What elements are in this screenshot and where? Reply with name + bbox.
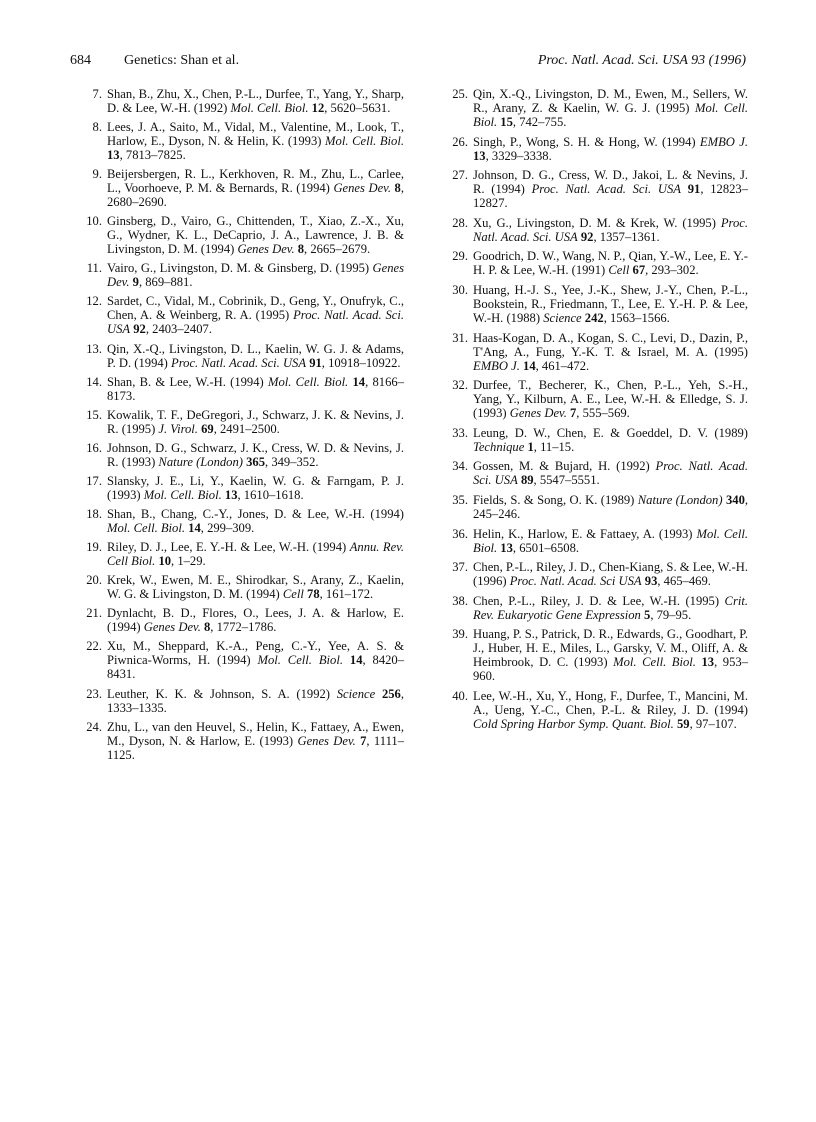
reference-number: 40 . xyxy=(452,689,468,703)
reference-pages: , 6501–6508. xyxy=(512,540,580,555)
reference-volume: 13 xyxy=(500,540,513,555)
reference-item xyxy=(86,720,404,762)
reference-item xyxy=(86,408,404,436)
reference-volume: 7 xyxy=(570,406,577,421)
reference-journal: Proc. Natl. Acad. Sci USA xyxy=(509,574,642,589)
reference-authors: Lees, J. A., Saito, M., Vidal, M., Valentine, M., Look, T., Harlow, E., Dyson, N. & Helin, K. (1993) xyxy=(107,120,404,149)
reference-volume: 59 xyxy=(676,716,690,731)
reference-number: 38 . xyxy=(452,594,468,608)
reference-volume: 10 xyxy=(158,554,172,569)
reference-journal: Proc. Natl. Acad. Sci. USA xyxy=(531,182,681,197)
reference-authors: Dynlacht, B. D., Flores, O., Lees, J. A. & Harlow, E. (1994) xyxy=(107,606,404,635)
reference-authors: Sardet, C., Vidal, M., Cobrinik, D., Geng, Y., Onufryk, C., Chen, A. & Weinberg, R. A. (1995) xyxy=(107,294,404,323)
reference-number: 11 . xyxy=(86,261,102,275)
reference-item xyxy=(452,378,748,420)
reference-item xyxy=(86,441,404,469)
reference-journal: Science xyxy=(543,310,582,325)
reference-authors: Krek, W., Ewen, M. E., Shirodkar, S., Arany, Z., Kaelin, W. G. & Livingston, D. M. (1994) xyxy=(107,573,404,602)
reference-authors: Helin, K., Harlow, E. & Fattaey, A. (1993) xyxy=(473,526,697,541)
reference-pages: , 11–15. xyxy=(533,439,575,454)
reference-number: 10 . xyxy=(86,214,102,228)
reference-pages: , 2665–2679. xyxy=(304,242,371,257)
reference-number: 22 . xyxy=(86,639,102,653)
reference-pages: , 3329–3338. xyxy=(485,148,552,163)
reference-journal: Mol. Cell. Biol. xyxy=(325,134,404,149)
reference-pages: , 1333–1335. xyxy=(107,686,404,715)
reference-volume: 13 xyxy=(473,148,486,163)
reference-authors: Lee, W.-H., Xu, Y., Hong, F., Durfee, T., Mancini, M. A., Ueng, Y.-C., Chen, P.-L. & Riley, J. D. (1994) xyxy=(473,688,748,717)
reference-authors: Kowalik, T. F., DeGregori, J., Schwarz, J. K. & Nevins, J. R. (1995) xyxy=(107,407,404,436)
reference-pages: , 8420–8431. xyxy=(107,653,405,682)
reference-volume: 242 xyxy=(584,310,604,325)
reference-journal: Technique xyxy=(473,439,525,454)
reference-item xyxy=(86,120,404,162)
reference-number: 7 . xyxy=(86,87,102,101)
reference-journal: Genes Dev. xyxy=(237,242,295,257)
reference-authors: Slansky, J. E., Li, Y., Kaelin, W. G. & Farngam, P. J. (1993) xyxy=(107,473,404,502)
reference-item xyxy=(86,687,404,715)
reference-item xyxy=(452,459,748,487)
reference-volume: 13 xyxy=(107,148,120,163)
reference-number: 21 . xyxy=(86,606,102,620)
reference-journal: Genes Dev. xyxy=(297,733,356,748)
reference-journal: Cell xyxy=(608,263,630,278)
reference-authors: Ginsberg, D., Vairo, G., Chittenden, T., Xiao, Z.-X., Xu, G., Wydner, K. L., DeCaprio, J. A., Lawrence, J. B. & Livingston, D. M. (1994) xyxy=(107,214,404,257)
reference-number: 17 . xyxy=(86,474,102,488)
reference-journal: Genes Dev. xyxy=(143,620,201,635)
reference-journal: Mol. Cell. Biol. xyxy=(473,526,748,555)
reference-item xyxy=(86,261,404,289)
reference-journal: Genes Dev. xyxy=(333,181,391,196)
reference-number: 34 . xyxy=(452,459,468,473)
reference-journal: Mol. Cell. Biol. xyxy=(230,101,309,115)
reference-pages: , 7813–7825. xyxy=(119,148,186,163)
reference-item xyxy=(86,375,404,403)
reference-journal: Mol. Cell. Biol. xyxy=(473,101,748,129)
reference-volume: 93 xyxy=(644,574,658,589)
reference-journal: Proc. Natl. Acad. Sci. USA xyxy=(107,308,405,337)
reference-item xyxy=(86,573,404,601)
reference-item xyxy=(86,87,404,115)
reference-pages: , 461–472. xyxy=(535,358,590,373)
reference-volume: 15 xyxy=(500,115,513,129)
reference-pages: , 2491–2500. xyxy=(213,421,280,436)
reference-pages: , 5547–5551. xyxy=(533,473,600,488)
reference-pages: , 1357–1361. xyxy=(593,229,660,244)
reference-pages: , 349–352. xyxy=(265,454,319,469)
reference-pages: , 869–881. xyxy=(138,275,193,290)
reference-volume: 78 xyxy=(307,587,320,602)
reference-number: 13 . xyxy=(86,342,102,356)
reference-pages: , 555–569. xyxy=(576,406,630,421)
reference-authors: Haas-Kogan, D. A., Kogan, S. C., Levi, D., Dazin, P., T'Ang, A., Fung, Y.-K. T. & Israel, M. A. (1995) xyxy=(473,330,748,359)
reference-pages: , 742–755. xyxy=(512,115,567,129)
reference-number: 26 . xyxy=(452,135,468,149)
reference-number: 39 . xyxy=(452,627,468,641)
reference-authors: Chen, P.-L., Riley, J. D., Chen-Kiang, S. & Lee, W.-H. (1996) xyxy=(473,560,748,589)
reference-volume: 12 xyxy=(311,101,325,115)
reference-item xyxy=(452,689,748,731)
reference-pages: , 1111–1125. xyxy=(107,733,404,762)
reference-item xyxy=(452,426,748,454)
page-number: 684 xyxy=(70,53,91,68)
reference-item xyxy=(452,168,748,210)
reference-journal: Crit. Rev. Eukaryotic Gene Expression xyxy=(473,593,748,622)
reference-journal: EMBO J. xyxy=(699,134,748,149)
reference-item xyxy=(452,87,748,129)
reference-authors: Riley, D. J., Lee, E. Y.-H. & Lee, W.-H. (1994) xyxy=(107,540,350,555)
reference-number: 8 . xyxy=(86,120,102,134)
reference-authors: Fields, S. & Song, O. K. (1989) xyxy=(473,492,638,507)
reference-pages: , 2403–2407. xyxy=(145,322,212,337)
reference-journal: EMBO J. xyxy=(473,358,520,373)
reference-pages: , 2680–2690. xyxy=(107,181,404,210)
reference-item xyxy=(86,507,404,535)
reference-volume: 365 xyxy=(246,454,266,469)
reference-number: 24 . xyxy=(86,720,102,734)
references-right-column xyxy=(452,87,748,737)
reference-pages: , 953–960. xyxy=(473,655,748,684)
reference-authors: Shan, B., Chang, C.-Y., Jones, D. & Lee, W.-H. (1994) xyxy=(107,507,404,522)
reference-journal: Genes Dev. xyxy=(509,406,567,421)
reference-volume: 14 xyxy=(352,374,366,389)
reference-number: 16 . xyxy=(86,441,102,455)
reference-journal: Science xyxy=(336,686,376,701)
reference-number: 30 . xyxy=(452,283,468,297)
reference-item xyxy=(452,560,748,588)
reference-journal: Mol. Cell. Biol. xyxy=(267,374,349,389)
reference-volume: 7 xyxy=(360,733,367,748)
reference-item xyxy=(452,594,748,622)
reference-item xyxy=(86,474,404,502)
reference-authors: Qin, X.-Q., Livingston, D. M., Ewen, M., Sellers, W. R., Arany, Z. & Kaelin, W. G. J. (1995) xyxy=(473,87,748,115)
reference-number: 9 . xyxy=(86,167,102,181)
reference-number: 25 . xyxy=(452,87,468,101)
reference-volume: 14 xyxy=(523,358,536,373)
reference-pages: , 465–469. xyxy=(657,574,711,589)
reference-number: 33 . xyxy=(452,426,468,440)
reference-number: 23 . xyxy=(86,687,102,701)
reference-item xyxy=(86,294,404,336)
reference-volume: 256 xyxy=(381,686,401,701)
reference-authors: Huang, P. S., Patrick, D. R., Edwards, G., Goodhart, P. J., Huber, H. E., Miles, L., Garsky, V. M., Oliff, A. & Heimbrook, D. C. (1993) xyxy=(473,627,748,670)
reference-pages: , 97–107. xyxy=(689,716,737,731)
reference-volume: 8 xyxy=(394,181,401,196)
reference-authors: Singh, P., Wong, S. H. & Hong, W. (1994) xyxy=(473,134,700,149)
reference-pages: , 1610–1618. xyxy=(237,487,304,502)
reference-journal: Proc. Natl. Acad. Sci. USA xyxy=(473,215,748,244)
reference-volume: 340 xyxy=(725,492,745,507)
reference-authors: Chen, P.-L., Riley, J. D. & Lee, W.-H. (1995) xyxy=(473,593,725,608)
reference-item xyxy=(452,135,748,163)
reference-number: 36 . xyxy=(452,527,468,541)
reference-item xyxy=(452,216,748,244)
reference-pages: , 10918–10922. xyxy=(321,355,401,370)
reference-authors: Vairo, G., Livingston, D. M. & Ginsberg, D. (1995) xyxy=(107,261,373,276)
reference-volume: 1 xyxy=(527,439,534,454)
reference-authors: Gossen, M. & Bujard, H. (1992) xyxy=(473,459,656,474)
reference-pages: , 299–309. xyxy=(200,521,255,536)
reference-journal: Proc. Natl. Acad. Sci. USA xyxy=(171,355,307,370)
reference-authors: Xu, G., Livingston, D. M. & Krek, W. (1995) xyxy=(473,215,721,230)
reference-item xyxy=(452,627,748,683)
reference-item xyxy=(452,493,748,521)
reference-authors: Durfee, T., Becherer, K., Chen, P.-L., Yeh, S.-H., Yang, Y., Kilburn, A. E., Lee, W.-H. & Elledge, S. J. (1993) xyxy=(473,378,748,421)
reference-number: 35 . xyxy=(452,493,468,507)
running-title: Genetics: Shan et al. xyxy=(124,53,240,68)
page-header xyxy=(70,53,746,71)
reference-journal: Genes Dev. xyxy=(107,261,404,290)
reference-volume: 8 xyxy=(204,620,211,635)
reference-number: 31 . xyxy=(452,331,468,345)
reference-authors: Shan, B. & Lee, W.-H. (1994) xyxy=(107,374,268,389)
reference-volume: 91 xyxy=(687,182,701,197)
reference-pages: , 5620–5631. xyxy=(324,101,391,115)
reference-authors: Johnson, D. G., Schwarz, J. K., Cress, W. D. & Nevins, J. R. (1993) xyxy=(107,440,404,469)
reference-pages: , 245–246. xyxy=(473,492,749,521)
reference-item xyxy=(452,249,748,277)
reference-number: 32 . xyxy=(452,378,468,392)
reference-journal: Mol. Cell. Biol. xyxy=(143,487,222,502)
reference-authors: Johnson, D. G., Cress, W. D., Jakoi, L. & Nevins, J. R. (1994) xyxy=(473,168,748,197)
references-left-column xyxy=(86,87,404,767)
reference-pages: , 293–302. xyxy=(645,263,699,278)
reference-volume: 91 xyxy=(309,355,322,370)
reference-pages: , 8166–8173. xyxy=(107,374,404,403)
reference-volume: 89 xyxy=(520,473,534,488)
reference-item xyxy=(86,606,404,634)
reference-authors: Beijersbergen, R. L., Kerkhoven, R. M., Zhu, L., Carlee, L., Voorhoeve, P. M. & Bernards, R. (1994) xyxy=(107,167,404,196)
reference-authors: Xu, M., Sheppard, K.-A., Peng, C.-Y., Yee, A. S. & Piwnica-Worms, H. (1994) xyxy=(107,639,404,668)
reference-item xyxy=(86,342,404,370)
reference-journal: Cell xyxy=(282,587,304,602)
reference-journal: Mol. Cell. Biol. xyxy=(257,653,343,668)
reference-authors: Huang, H.-J. S., Yee, J.-K., Shew, J.-Y., Chen, P.-L., Bookstein, R., Friedmann, T., Lee, E. Y.-H. P. & Lee, W.-H. (1988) xyxy=(473,282,748,325)
reference-item xyxy=(452,527,748,555)
reference-authors: Leung, D. W., Chen, E. & Goeddel, D. V. (1989) xyxy=(473,425,748,440)
reference-item xyxy=(86,214,404,256)
reference-journal: Proc. Natl. Acad. Sci. USA xyxy=(473,459,748,488)
reference-item xyxy=(86,639,404,681)
reference-number: 14 . xyxy=(86,375,102,389)
reference-pages: , 1–29. xyxy=(171,554,206,569)
reference-authors: Shan, B., Zhu, X., Chen, P.-L., Durfee, T., Yang, Y., Sharp, D. & Lee, W.-H. (1992) xyxy=(107,87,404,115)
reference-item xyxy=(452,283,748,325)
reference-volume: 92 xyxy=(133,322,146,337)
reference-number: 29 . xyxy=(452,249,468,263)
reference-journal: Annu. Rev. Cell Biol. xyxy=(107,540,404,569)
reference-pages: , 79–95. xyxy=(650,607,692,622)
reference-volume: 9 xyxy=(132,275,139,290)
reference-number: 37 . xyxy=(452,560,468,574)
reference-authors: Leuther, K. K. & Johnson, S. A. (1992) xyxy=(107,686,337,701)
journal-citation: Proc. Natl. Acad. Sci. USA 93 (1996) xyxy=(537,53,746,68)
reference-journal: J. Virol. xyxy=(158,421,198,436)
reference-number: 12 . xyxy=(86,294,102,308)
reference-number: 15 . xyxy=(86,408,102,422)
reference-volume: 13 xyxy=(224,487,238,502)
reference-volume: 14 xyxy=(188,521,201,536)
reference-number: 19 . xyxy=(86,540,102,554)
reference-volume: 13 xyxy=(701,655,715,670)
reference-journal: Nature (London) xyxy=(158,454,243,469)
reference-volume: 69 xyxy=(201,421,214,436)
reference-number: 20 . xyxy=(86,573,102,587)
reference-volume: 67 xyxy=(632,263,646,278)
reference-pages: , 1563–1566. xyxy=(603,310,670,325)
reference-volume: 14 xyxy=(349,653,363,668)
reference-pages: , 1772–1786. xyxy=(210,620,277,635)
reference-volume: 92 xyxy=(580,229,594,244)
reference-item xyxy=(86,167,404,209)
reference-volume: 8 xyxy=(297,242,305,257)
reference-pages: , 12823–12827. xyxy=(473,182,749,211)
reference-item xyxy=(86,540,404,568)
reference-number: 27 . xyxy=(452,168,468,182)
reference-journal: Nature (London) xyxy=(637,492,723,507)
reference-number: 28 . xyxy=(452,216,468,230)
reference-pages: , 161–172. xyxy=(319,587,374,602)
reference-volume: 5 xyxy=(644,607,651,622)
reference-journal: Cold Spring Harbor Symp. Quant. Biol. xyxy=(473,716,674,731)
reference-journal: Mol. Cell. Biol. xyxy=(613,655,696,670)
reference-number: 18 . xyxy=(86,507,102,521)
reference-authors: Qin, X.-Q., Livingston, D. L., Kaelin, W. G. J. & Adams, P. D. (1994) xyxy=(107,341,404,370)
reference-item xyxy=(452,331,748,373)
reference-authors: Zhu, L., van den Heuvel, S., Helin, K., Fattaey, A., Ewen, M., Dyson, N. & Harlow, E. (1993) xyxy=(107,719,404,748)
reference-journal: Mol. Cell. Biol. xyxy=(107,521,186,536)
reference-authors: Goodrich, D. W., Wang, N. P., Qian, Y.-W., Lee, E. Y.-H. P. & Lee, W.-H. (1991) xyxy=(473,249,748,278)
